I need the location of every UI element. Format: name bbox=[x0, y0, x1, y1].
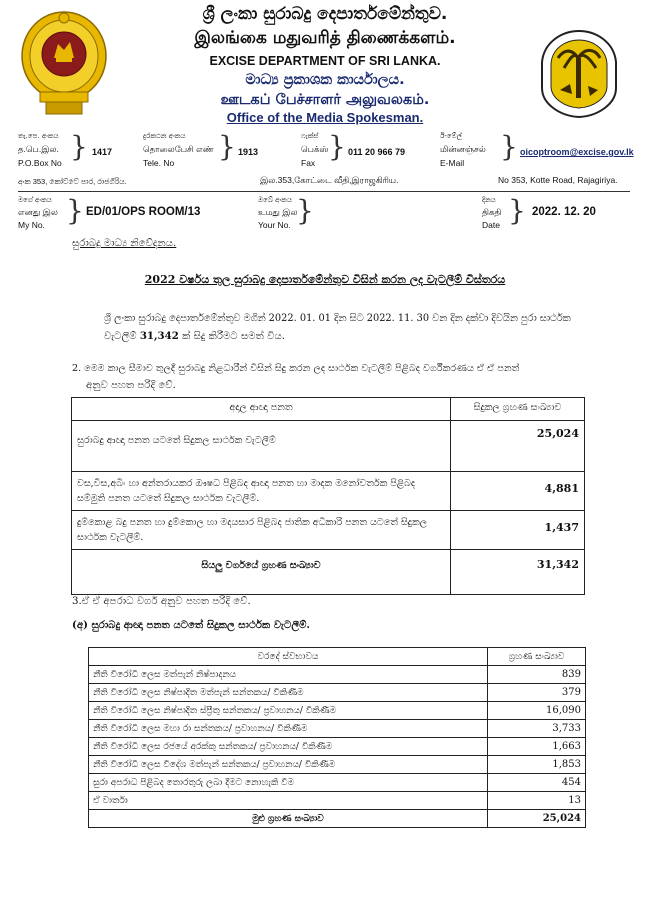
table-row bbox=[89, 738, 586, 756]
my-no-brace: } bbox=[66, 194, 84, 227]
table2-total-label: මුළු ග්‍රහණ සංඛ්‍යාව bbox=[89, 810, 488, 828]
table1-row-value: 1,437 bbox=[451, 511, 585, 550]
your-no-label-english: Your No. bbox=[258, 220, 291, 230]
table2-header-row bbox=[89, 648, 586, 666]
date-label-english: Date bbox=[482, 220, 500, 230]
table1-total-label: සියලු වර්ගයේ ග්‍රහණ සංඛ්‍යාව bbox=[72, 550, 451, 595]
your-no-label-sinhala: ඔබේ අංකය bbox=[258, 196, 292, 204]
table-row bbox=[89, 756, 586, 774]
table2-header-offence: වරදේ ස්වභාවය bbox=[89, 648, 488, 666]
my-no-label-sinhala: මගේ අංකය bbox=[18, 196, 52, 204]
table-row bbox=[89, 774, 586, 792]
table2-row-value: 379 bbox=[488, 684, 586, 702]
date-brace: } bbox=[508, 194, 526, 227]
email-label-sinhala: ඊ-මේල් bbox=[440, 132, 462, 140]
table2-row-label: ඒ වාර්තා bbox=[89, 792, 488, 810]
table2-row-value: 3,733 bbox=[488, 720, 586, 738]
tel-label-tamil: தொலைபேசி எண் bbox=[143, 144, 214, 154]
table2-total-row bbox=[89, 810, 586, 828]
address-tamil: இல.353,கோட்டை வீதி,இராஜகிரிய. bbox=[260, 175, 399, 185]
table-row bbox=[89, 792, 586, 810]
fax-label-sinhala: ෆැක්ස් bbox=[301, 132, 319, 140]
pobox-label-tamil: த.பெ.இல. bbox=[18, 144, 59, 154]
fax-value: 011 20 966 79 bbox=[348, 147, 406, 157]
address-english: No 353, Kotte Road, Rajagiriya. bbox=[498, 175, 618, 185]
your-no-brace: } bbox=[296, 194, 314, 227]
table1-header-act: අදාල ආඥා පනත bbox=[72, 398, 451, 421]
table2-row-value: 839 bbox=[488, 666, 586, 684]
header-divider bbox=[18, 191, 630, 192]
table1-total-row bbox=[72, 550, 585, 595]
address-sinhala: අංක 353, කෝට්ටේ පාර, රාජගිරිය. bbox=[18, 177, 127, 186]
dept-title-tamil: இலங்கை மதுவரித் திணைக்களம். bbox=[194, 28, 456, 48]
table-row bbox=[89, 684, 586, 702]
table2-row-label: නීති විරෝධී ලෙස මහා රා සන්තකය/ ප්‍රවාහනය/ විකිණීම bbox=[89, 720, 488, 738]
table2-row-value: 1,853 bbox=[488, 756, 586, 774]
your-no-label-tamil: உமது இல bbox=[258, 207, 298, 217]
table-row bbox=[72, 511, 585, 550]
dept-title-sinhala: ශ්‍රී ලංකා සුරාබදු දෙපාර්තමේන්තුව. bbox=[202, 4, 448, 24]
media-release-label: සුරාබදු මාධ්‍ය නිවේදනය. bbox=[72, 238, 177, 249]
table2-row-value: 454 bbox=[488, 774, 586, 792]
fax-label-tamil: பெக்ஸ் bbox=[301, 144, 329, 154]
offences-table bbox=[88, 647, 586, 828]
table-row bbox=[72, 421, 585, 472]
table1-row-value: 25,024 bbox=[451, 421, 585, 472]
dept-title-english: EXCISE DEPARTMENT OF SRI LANKA. bbox=[209, 54, 441, 68]
para1-line1: ශ්‍රී ලංකා සුරාබදු දෙපාර්තමේන්තුව මගින් 2022. 01. 01 දින සිට 2022. 11. 30 වන දින දක්වා දිවයින පුරා සාර්ථක bbox=[104, 313, 571, 324]
pobox-label-english: P.O.Box No bbox=[18, 158, 62, 168]
email-brace: } bbox=[500, 130, 518, 163]
table-row bbox=[89, 702, 586, 720]
tel-value: 1913 bbox=[238, 147, 259, 157]
table2-row-value: 1,663 bbox=[488, 738, 586, 756]
table2-row-label: නීති විරෝධී ලෙස විදේශ මත්පැන් සන්තකය/ ප්‍රවාහනය/ විකිණීම bbox=[89, 756, 488, 774]
table-row bbox=[89, 720, 586, 738]
my-no-value: ED/01/OPS ROOM/13 bbox=[86, 206, 201, 218]
para3: 3.ඒ ඒ අපරාධ වර්ග අනුව පහත පරිදි වේ. bbox=[72, 596, 251, 607]
tel-label-sinhala: දුරකථන අංකය bbox=[143, 132, 186, 140]
pobox-label-sinhala: තැ.පෙ. අංකය bbox=[18, 132, 59, 140]
para1-pre: වැටලීම් bbox=[104, 331, 140, 342]
office-title-sinhala: මාධ්‍ය ප්‍රකාශක කාර්යාලය. bbox=[245, 72, 405, 88]
table2-row-value: 16,090 bbox=[488, 702, 586, 720]
fax-label-english: Fax bbox=[301, 158, 316, 168]
table2-row-value: 13 bbox=[488, 792, 586, 810]
acts-summary-table bbox=[71, 397, 585, 595]
table-row bbox=[89, 666, 586, 684]
table2-header-count: ග්‍රහණ සංඛ්‍යාව bbox=[488, 648, 586, 666]
table1-total-value: 31,342 bbox=[451, 550, 585, 595]
pobox-value: 1417 bbox=[92, 147, 113, 157]
pobox-brace: } bbox=[70, 130, 88, 163]
tel-label-english: Tele. No bbox=[143, 158, 175, 168]
email-label-tamil: மின்னஞ்சல் bbox=[440, 144, 486, 154]
tel-brace: } bbox=[218, 130, 236, 163]
table1-header-count: සිදුකල ග්‍රහණ සංඛ්‍යාව bbox=[451, 398, 585, 421]
table2-row-label: නීති විරෝධී ලෙස නිෂ්පාදිත ස්ප්‍රීතු සන්තකය/ ප්‍රවාහනය/ විකිණීම bbox=[89, 702, 488, 720]
table2-row-label: නීති විරෝධී ලෙස මත්පැන් නිෂ්පාදනය bbox=[89, 666, 488, 684]
office-title-tamil: ஊடகப் பேச்சாளர் அலுவலகம். bbox=[220, 92, 430, 108]
fax-brace: } bbox=[328, 130, 346, 163]
my-no-label-english: My No. bbox=[18, 220, 45, 230]
para1-total: 31,342 bbox=[139, 330, 179, 342]
report-title: 2022 වර්ෂය තුල සුරාබදු දෙපාර්තමේන්තුව විසින් කරන ලද වැටලීම් විස්තරය bbox=[144, 273, 506, 286]
para2-line1: 2. මෙම කාල සීමාව තුලදී සුරාබදු නිළධාරීන් විසින් සිදු කරන ලද සාර්ථක වැටලීම් පිළිබද වර්ගීකරණය ඒ ඒ පනත් bbox=[72, 363, 520, 374]
office-title-english: Office of the Media Spokesman. bbox=[226, 110, 424, 125]
email-value-link[interactable]: oicoptroom@excise.gov.lk bbox=[520, 147, 634, 157]
table1-header-row bbox=[72, 398, 585, 421]
table2-row-label: නීති විරෝධී ලෙස නිෂ්පාදිත මත්පැන් සන්තකය/ විකිණීම bbox=[89, 684, 488, 702]
table1-row-label: වස,විස,අබිං හා අන්තරායකර ඖෂධ පිළිබද ආඥා පනත හා මාදක මනෝවර්තක පිළිබද සම්මුති පනත යටතේ සිදුකල සාර්ථක වැටලීම්. bbox=[72, 472, 451, 511]
table1-row-label: සුරාබදු ආඥා පනත යටතේ සිදුකල සාර්ථක වැටලීම් bbox=[72, 421, 451, 472]
email-label-english: E-Mail bbox=[440, 158, 465, 168]
table2-row-label: නීති විරෝධී ලෙස රජයේ අරක්කු සන්තකය/ ප්‍රවාහනය/ විකිණීම bbox=[89, 738, 488, 756]
table2-total-value: 25,024 bbox=[488, 810, 586, 828]
table1-row-label: දුම්කොළ බදු පනත හා දුම්කොල හා මදයසාර පිළිබද ජාතික අධිකාරි පනත යටතේ සිදුකල සාර්ථක වැටලීම්. bbox=[72, 511, 451, 550]
my-no-label-tamil: எனது இல bbox=[18, 207, 58, 217]
section-a-heading: (අ) සුරාබදු ආඥා පනත යටතේ සිදුකල සාර්ථක වැටලීම්. bbox=[72, 619, 310, 631]
table-row bbox=[72, 472, 585, 511]
table2-row-label: සුරා අපරාධ පිළිබද තොරතුරු ලබා දීමට නොහැකි වීම bbox=[89, 774, 488, 792]
table1-row-value: 4,881 bbox=[451, 472, 585, 511]
para1-line2 bbox=[104, 328, 285, 345]
date-label-sinhala: දිනය bbox=[482, 196, 496, 204]
date-value: 2022. 12. 20 bbox=[532, 206, 596, 218]
para1-post: ක් සිදු කිරීමට සමත් විය. bbox=[178, 331, 286, 342]
para2-line2: අනුව පහත පරිදි වේ. bbox=[86, 380, 176, 391]
date-label-tamil: திகதி bbox=[482, 207, 502, 217]
